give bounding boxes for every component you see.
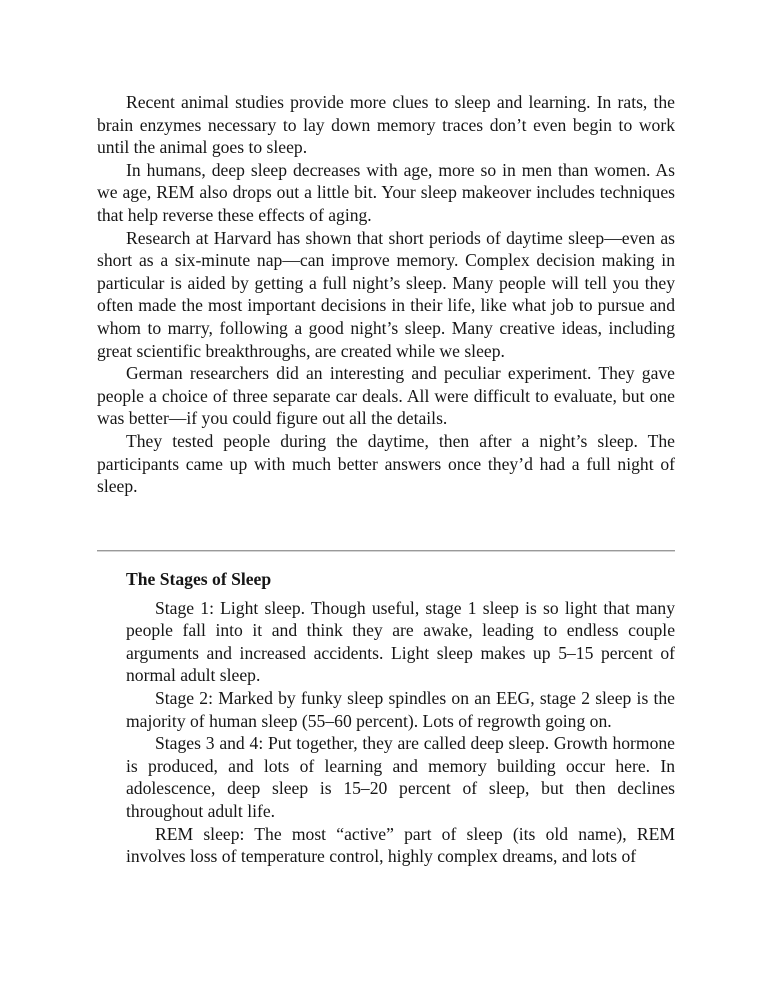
body-paragraph: German researchers did an interesting and peculiar experiment. They gave people a choice of three separate car deals. All were difficult to evaluate, but one was better—if you could figure out all the details. <box>97 363 675 429</box>
body-paragraph: Research at Harvard has shown that short periods of daytime sleep—even as short as a six-minute nap—can improve memory. Complex decision making in particular is aided by getting a full night’s sleep. Many people will tell you they often made the most important decisions in their life, like what job to pursue and whom to marry, following a good night’s sleep. Many creative ideas, including great scientific breakthroughs, are created while we sleep. <box>97 227 675 361</box>
sidebar-paragraph: REM sleep: The most “active” part of sleep (its old name), REM involves loss of temperature control, highly complex dreams, and lots of <box>126 823 675 867</box>
body-paragraph: They tested people during the daytime, then after a night’s sleep. The participants came up with much better answers once they’d had a full night of sleep. <box>97 430 675 497</box>
sidebar-box <box>126 568 675 868</box>
sidebar-paragraph: Stages 3 and 4: Put together, they are called deep sleep. Growth hormone is produced, and lots of learning and memory building occur here. In adolescence, deep sleep is 15–20 percent of sleep, but then declines throughout adult life. <box>126 733 675 821</box>
section-divider <box>97 550 675 552</box>
sidebar-heading: The Stages of Sleep <box>126 569 272 589</box>
sidebar-paragraph: Stage 2: Marked by funky sleep spindles on an EEG, stage 2 sleep is the majority of human sleep (55–60 percent). Lots of regrowth going on. <box>126 687 675 731</box>
body-paragraph: Recent animal studies provide more clues to sleep and learning. In rats, the brain enzymes necessary to lay down memory traces don’t even begin to work until the animal goes to sleep. <box>97 92 675 158</box>
sidebar-paragraph: Stage 1: Light sleep. Though useful, stage 1 sleep is so light that many people fall into it and think they are awake, leading to endless couple arguments and increased accidents. Light sleep makes up 5–15 percent of normal adult sleep. <box>126 597 675 686</box>
body-paragraph: In humans, deep sleep decreases with age, more so in men than women. As we age, REM also drops out a little bit. Your sleep makeover includes techniques that help reverse these effects of aging. <box>97 159 675 225</box>
main-text <box>97 91 675 498</box>
